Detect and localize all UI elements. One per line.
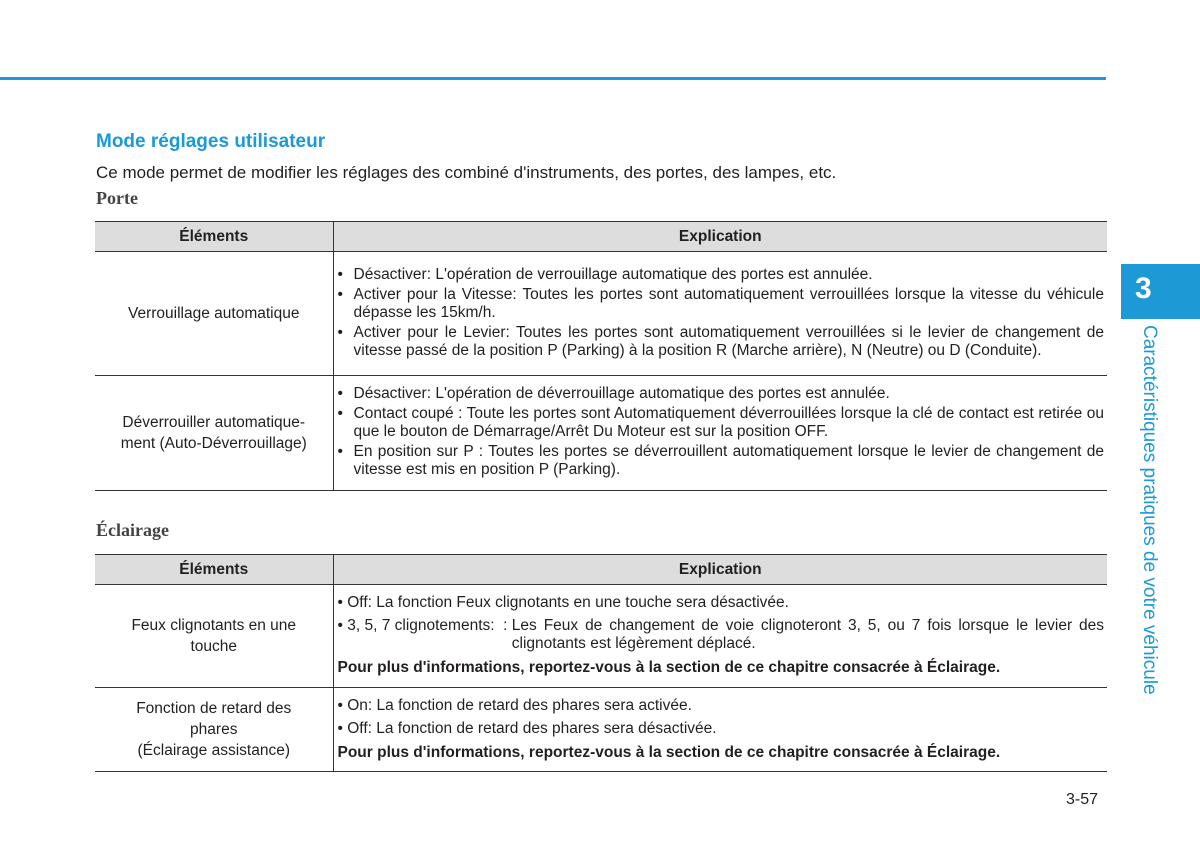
table-row — [95, 688, 1107, 772]
row-explanation — [333, 688, 1107, 772]
porte-table — [95, 221, 1107, 491]
page-number: 3-57 — [1066, 791, 1099, 808]
list-item: • En position sur P : Toutes les portes se déverrouillent automatiquement lorsque le levier de changement de vitesse est mis en position P (Parking). — [337, 443, 1104, 478]
row-item: Feux clignotants en une touche — [95, 585, 333, 688]
column-header-elements: Éléments — [95, 555, 333, 585]
list-item: • Désactiver: L'opération de déverrouillage automatique des portes est annulée. — [337, 385, 890, 402]
list-item: • 3, 5, 7 clignotements: : Les Feux de changement de voie clignoteront 3, 5, ou 7 fois lorsque le levier des clignotants est légèrement déplacé. — [337, 617, 1104, 652]
chapter-tab — [1121, 264, 1200, 319]
column-header-explication: Explication — [333, 222, 1107, 252]
eclairage-table-header — [95, 555, 1107, 585]
list-item: • Activer pour le Levier: Toutes les portes sont automatiquement verrouillées si le levier de changement de vitesse passé de la position P (Parking) à la position R (Marche arrière), N (Neutre) ou D (Conduite). — [337, 323, 1104, 359]
eclairage-table — [95, 554, 1107, 772]
section-title: Mode réglages utilisateur — [96, 131, 326, 152]
table-row — [95, 376, 1107, 491]
row-explanation — [333, 585, 1107, 688]
row-item: Déverrouiller automatique- ment (Auto-Déverrouillage) — [95, 376, 333, 491]
row-item: Fonction de retard des phares (Éclairage assistance) — [95, 688, 333, 772]
top-rule — [0, 77, 1106, 80]
list-item: • Contact coupé : Toute les portes sont Automatiquement déverrouillées lorsque la clé de contact est retirée ou que le bouton de Démarrage/Arrêt Du Moteur est sur la position OFF. — [337, 405, 1104, 440]
table-row — [95, 252, 1107, 376]
chapter-number: 3 — [1135, 272, 1152, 305]
porte-heading: Porte — [96, 188, 138, 208]
list-item: • Activer pour la Vitesse: Toutes les portes sont automatiquement verrouillées lorsque la vitesse du véhicule dépasse les 15km/h. — [337, 285, 1104, 321]
row-explanation — [333, 252, 1107, 376]
reference-note: Pour plus d'informations, reportez-vous à la section de ce chapitre consacrée à Éclairage. — [337, 659, 1001, 676]
list-item: • Off: La fonction de retard des phares sera désactivée. — [337, 719, 717, 737]
list-item: • Désactiver: L'opération de verrouillage automatique des portes est annulée. — [337, 265, 873, 283]
intro-text: Ce mode permet de modifier les réglages des combiné d'instruments, des portes, des lampes, etc. — [96, 163, 837, 182]
chapter-title: Caractéristiques pratiques de votre véhicule — [1139, 325, 1160, 695]
column-header-elements: Éléments — [95, 222, 333, 252]
reference-note: Pour plus d'informations, reportez-vous à la section de ce chapitre consacrée à Éclairage. — [337, 743, 1001, 761]
row-item: Verrouillage automatique — [95, 252, 333, 376]
list-item: • On: La fonction de retard des phares sera activée. — [337, 696, 692, 714]
table-row — [95, 585, 1107, 688]
column-header-explication: Explication — [333, 555, 1107, 585]
row-explanation — [333, 376, 1107, 491]
list-item: • Off: La fonction Feux clignotants en une touche sera désactivée. — [337, 594, 789, 611]
eclairage-heading: Éclairage — [96, 520, 169, 540]
porte-table-header — [95, 222, 1107, 252]
